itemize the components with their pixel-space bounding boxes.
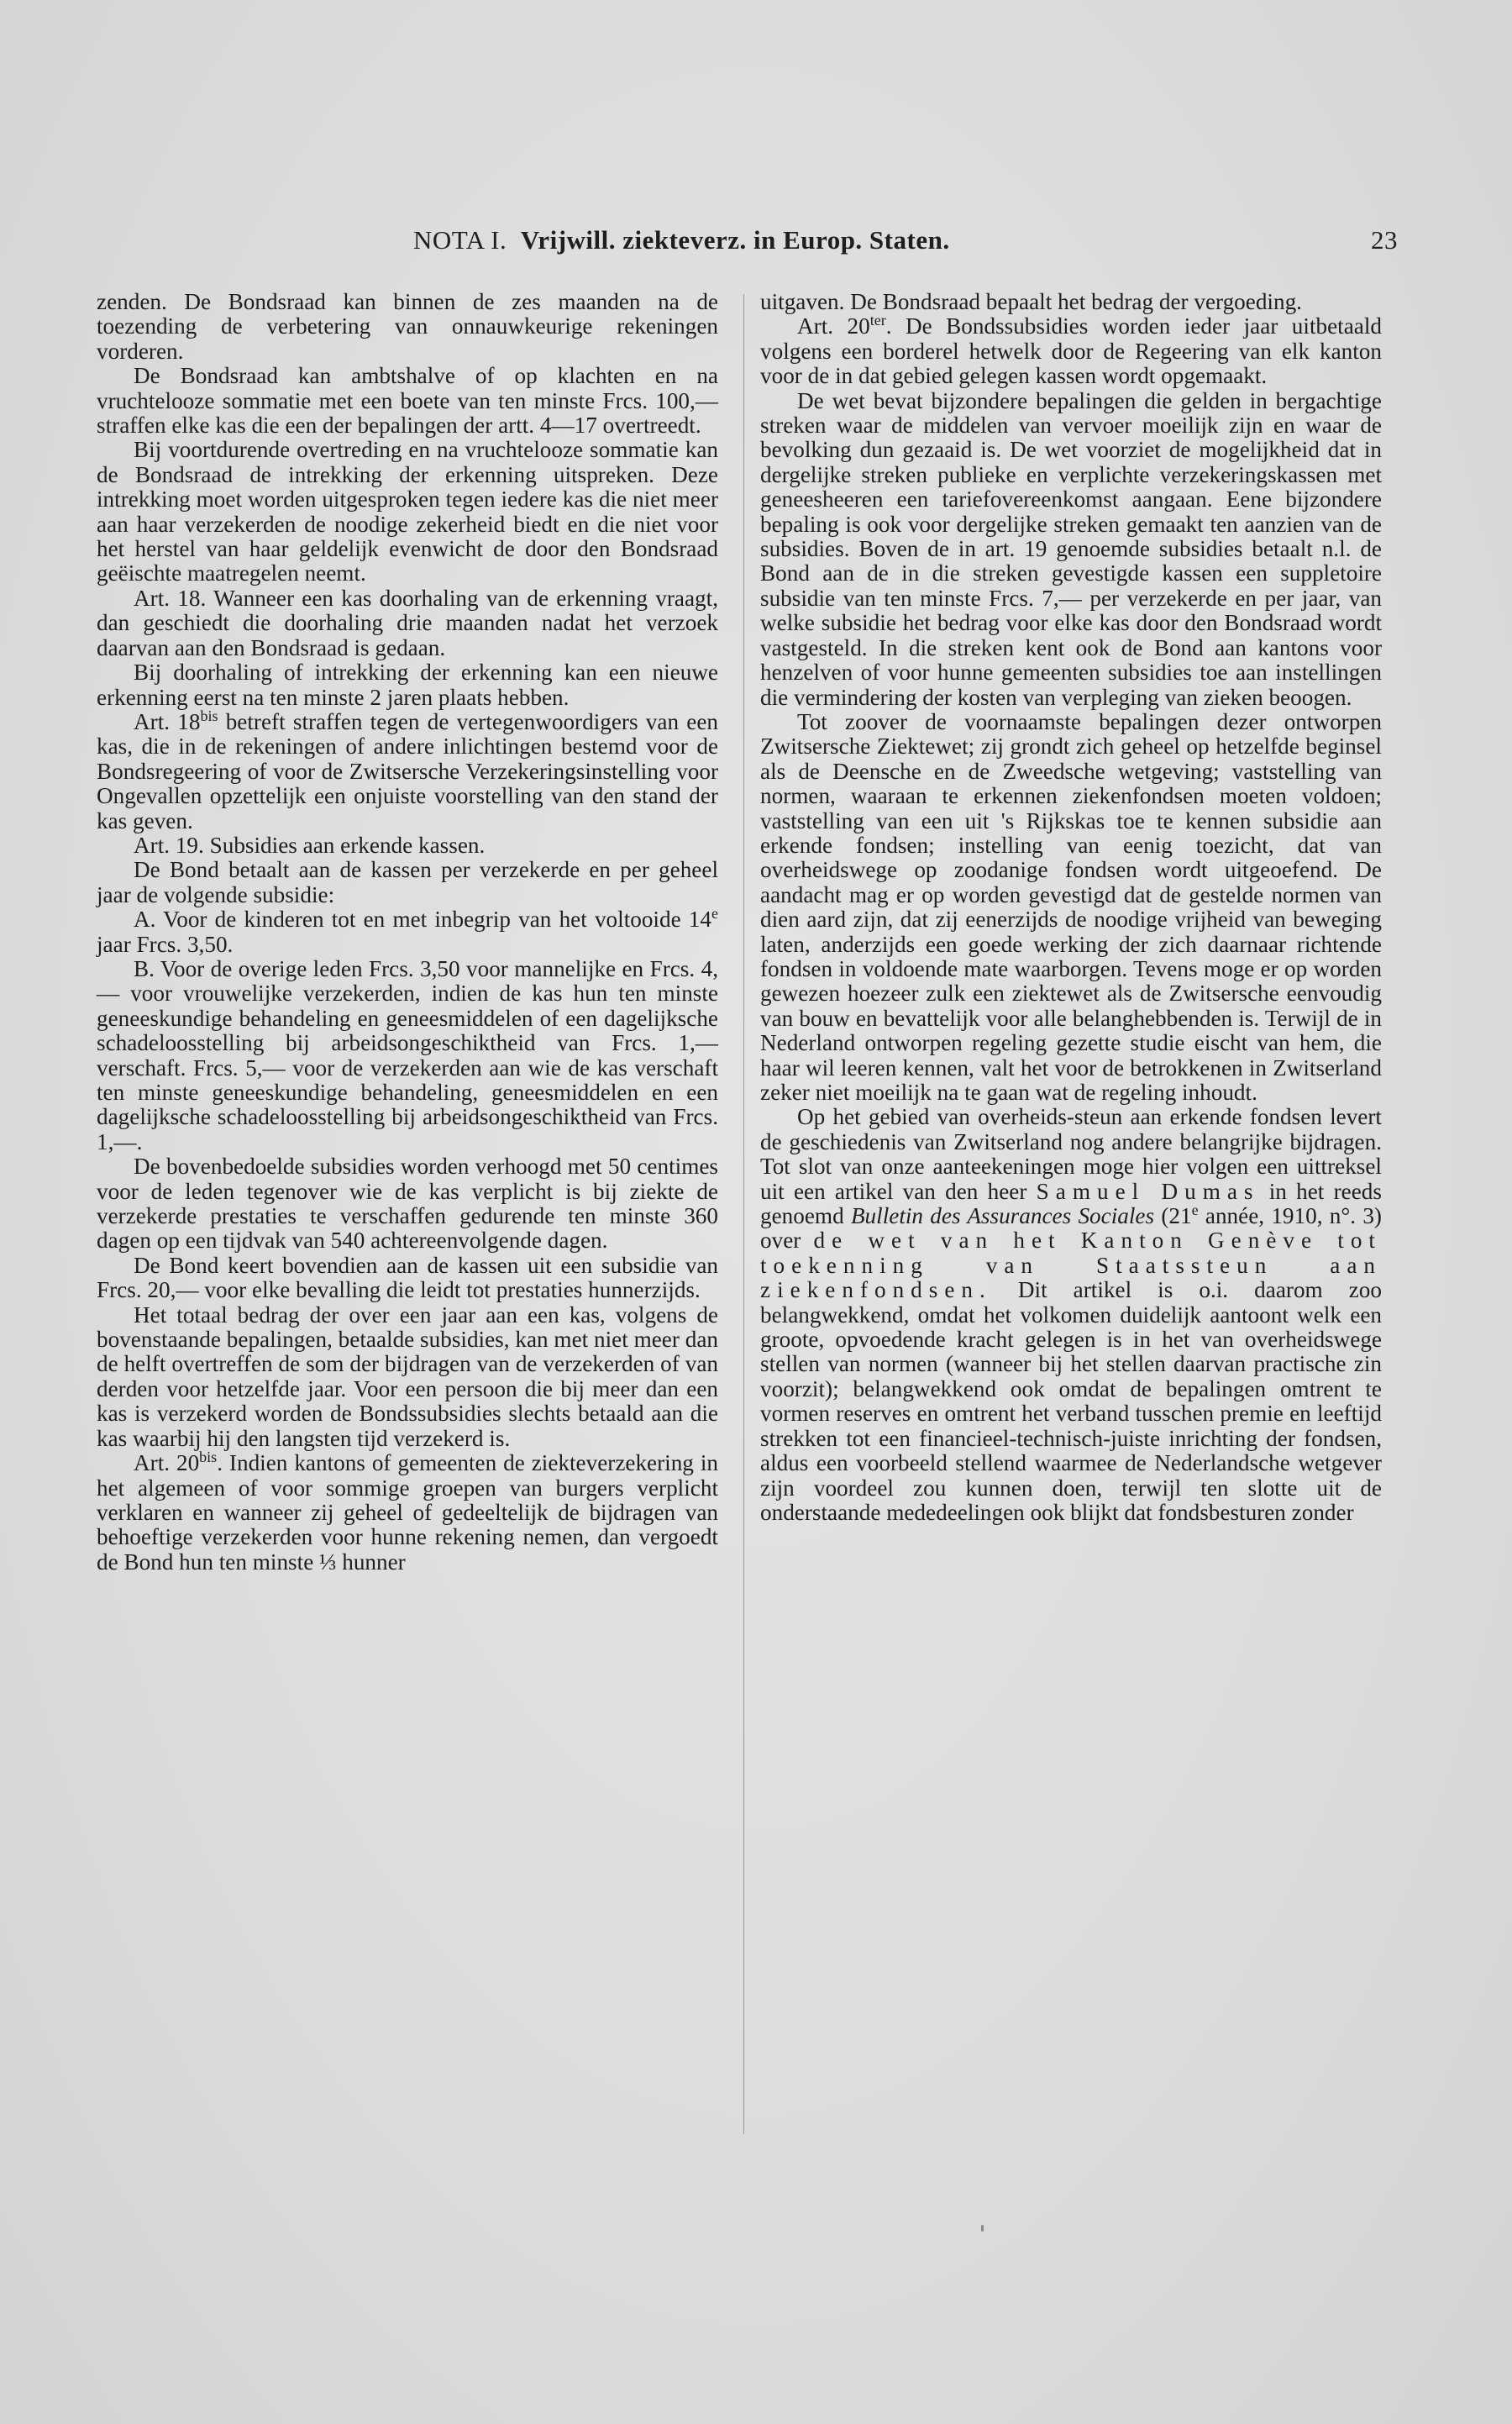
paragraph	[97, 1451, 718, 1575]
superscript: bis	[200, 707, 218, 724]
paragraph: uitgaven. De Bondsraad bepaalt het bedrag der vergoeding.	[760, 289, 1302, 314]
paragraph-text: Dit artikel is o.i. daarom zoo belangwekkend, omdat het volkomen duidelijk aantoont welk een groote, opvoedende kracht gelegen is in het van overheidswege stellen van normen (wanneer bij het stellen daarvan practische zin voorzit); belangwekkend ook omdat de bepalingen omtrent te vormen reserves en omtrent het verband tusschen premie en leeftijd strekken tot een financieel-technisch-juiste inrichting der fondsen, aldus een voorbeeld stellend waarmee de Nederlandsche wetgever zijn voordeel zou kunnen doen, terwijl ten slotte uit de onderstaande mededeelingen ook blijkt dat fondsbesturen zonder	[760, 1277, 1382, 1525]
article-number: Art. 20	[797, 313, 870, 339]
paragraph-text: jaar Frcs. 3,50.	[97, 931, 234, 957]
paragraph-text: . De Bondssubsidies worden ieder jaar uitbetaald volgens een borderel hetwelk door de Regeering van elk kanton voor de in dat gebied gelegen kassen wordt opgemaakt.	[760, 313, 1382, 389]
header-prefix: NOTA I.	[413, 225, 507, 255]
superscript: e	[711, 905, 718, 923]
running-title	[413, 225, 950, 255]
superscript: bis	[199, 1449, 218, 1466]
paragraph: Art. 18. Wanneer een kas doorhaling van de erkenning vraagt, dan geschiedt die doorhaling drie maanden nadat het verzoek daarvan aan den Bondsraad is gedaan.	[97, 585, 718, 660]
law-title: de wet van het Kanton Genève tot toekenning van Staatssteun aan ziekenfondsen.	[760, 1228, 1382, 1303]
article-number: Art. 18	[134, 708, 201, 734]
paragraph: Tot zoover de voornaamste bepalingen dezer ontworpen Zwitsersche Ziektewet; zij grondt zich geheel op hetzelfde beginsel als de Deensche en de Zweedsche wetgeving; vaststelling van normen, waaraan te erkennen ziekenfondsen moeten voldoen; vaststelling van een uit 's Rijkskas toe te kennen subsidie aan erkende fondsen; instelling van eenig toezicht, dat van overheidswege op zoodanige fondsen wordt uitgeoefend. De aandacht mag er op worden gevestigd dat de gestelde normen van dien aard zijn, dat zij eenerzijds de noodige vrijheid van beweging laten, anderzijds een goede werking der zich daarnaar richtende fondsen in voldoende mate waarborgen. Tevens moge er op worden gewezen hoezeer zulk een ziektewet als de Zwitsersche eenvoudig van bouw en bevattelijk voor alle belanghebbenden is. Terwijl de in Nederland ontworpen regeling gezette studie eischt van hem, die haar wil leeren kennen, valt het voor de betrokkenen in Zwitserland zeker niet moeilijk na te gaan wat de regeling inhoudt.	[760, 708, 1382, 1105]
paragraph: B. Voor de overige leden Frcs. 3,50 voor mannelijke en Frcs. 4,— voor vrouwelijke verzekerden, indien de kas hun ten minste geneeskundige behandeling en geneesmiddelen of een dagelijksche schadeloosstelling bij arbeidsongeschiktheid van Frcs. 1,— verschaft. Frcs. 5,— voor de verzekerden aan wie de kas verschaft ten minste geneeskundige behandeling, geneesmiddelen en een dagelijksche schadeloosstelling bij arbeidsongeschiktheid van Frcs. 1,—.	[97, 955, 718, 1154]
paragraph: zenden. De Bondsraad kan binnen de zes maanden na de toezending de verbetering van onnauwkeurige rekeningen vorderen.	[97, 289, 718, 364]
paragraph-text: Op het gebied van overheids-steun aan erkende fondsen levert de geschiedenis van Zwitserland nog andere belangrijke bijdragen. Tot slot van onze aanteekeningen moge hier volgen een uittreksel uit een artikel van den heer	[760, 1104, 1382, 1204]
article-number: Art. 20	[134, 1450, 200, 1476]
paragraph	[760, 314, 1382, 388]
header-title: Vrijwill. ziekteverz. in Europ. Staten.	[520, 225, 950, 255]
journal-title: Bulletin des Assurances Sociales	[850, 1203, 1155, 1229]
paragraph	[97, 707, 718, 833]
paragraph-text: A. Voor de kinderen tot en met inbegrip van het voltooide 14	[134, 907, 711, 933]
paragraph: Art. 19. Subsidies aan erkende kassen.	[134, 832, 486, 858]
superscript: ter	[869, 312, 886, 329]
author-name: Samuel Dumas	[1036, 1178, 1260, 1204]
paragraph: Bij voortdurende overtreding en na vruchtelooze sommatie kan de Bondsraad de intrekking der erkenning uitspreken. Deze intrekking moet worden uitgesproken tegen iedere kas die niet meer aan haar verzekerden de noodige zekerheid biedt en die niet voor het herstel van haar geldelijk evenwicht de door den Bondsraad geëischte maatregelen neemt.	[97, 437, 718, 586]
paragraph: Het totaal bedrag der over een jaar aan een kas, volgens de bovenstaande bepalingen, betaalde subsidies, kan met niet meer dan de helft overtreffen de som der bijdragen van de verzekerden of van derden voor hetzelfde jaar. Voor een persoon die bij meer dan een kas is verzekerd worden de Bondssubsidies slechts betaald aan die kas waarbij hij den langsten tijd verzekerd is.	[97, 1301, 718, 1451]
paragraph: De bovenbedoelde subsidies worden verhoogd met 50 centimes voor de leden tegenover wie de kas verplicht is bij ziekte de verzekerde prestaties te verschaffen gedurende ten minste 360 dagen op een tijdvak van 540 achtereenvolgende dagen.	[97, 1154, 718, 1254]
right-column	[760, 290, 1382, 1525]
paragraph	[97, 907, 718, 957]
paragraph-text: (21	[1154, 1203, 1192, 1229]
paragraph-text: année, 1910, n°. 3) over	[760, 1203, 1382, 1254]
paragraph: Bij doorhaling of intrekking der erkenning kan een nieuwe erkenning eerst na ten minste 2 jaren plaats hebben.	[97, 660, 718, 710]
column-divider	[743, 294, 744, 2134]
paragraph: De Bondsraad kan ambtshalve of op klachten en na vruchtelooze sommatie met een boete van ten minste Frcs. 100,— straffen elke kas die een der bepalingen der artt. 4—17 overtreedt.	[97, 363, 718, 439]
paragraph	[760, 1105, 1382, 1525]
paragraph-text: . Indien kantons of gemeenten de ziekteverzekering in het algemeen of voor sommige groepen van burgers verplicht verklaren en wanneer zij geheel of gedeeltelijk de bijdragen van behoeftige verzekerden voor hunne rekening nemen, dan vergoedt de Bond hun ten minste ⅓ hunner	[97, 1450, 718, 1575]
paragraph-text: betreft straffen tegen de vertegenwoordigers van een kas, die in de rekeningen of andere inlichtingen bestemd voor de Bondsregeering of voor de Zwitsersche Verzekeringsinstelling voor Ongevallen opzettelijk een onjuiste voorstelling van den stand der kas geven.	[97, 708, 718, 833]
running-header	[94, 225, 1398, 259]
superscript: e	[1191, 1201, 1199, 1218]
paragraph: De Bond keert bovendien aan de kassen uit een subsidie van Frcs. 20,— voor elke bevalling die leidt tot prestaties hunnerzijds.	[97, 1252, 718, 1303]
paragraph-text: in het reeds genoemd	[760, 1178, 1382, 1229]
paper-speck	[981, 2225, 984, 2232]
paragraph: De wet bevat bijzondere bepalingen die gelden in bergachtige streken waar de middelen van vervoer moeilijk zijn en waar de bevolking dun gezaaid is. De wet voorziet de mogelijkheid dat in dergelijke streken publieke en verplichte verzekeringskassen met geneesheeren een tariefovereenkomst aangaan. Eene bijzondere bepaling is ook voor dergelijke streken gemaakt ten aanzien van de subsidies. Boven de in art. 19 genoemde subsidies betaalt n.l. de Bond aan de in die streken gevestigde kassen een suppletoire subsidie van ten minste Frcs. 7,— per verzekerde en per jaar, van welke subsidie het bedrag voor elke kas door den Bondsraad wordt vastgesteld. In die streken kent ook de Bond aan kantons voor henzelven of voor hunne gemeenten subsidies toe aan instellingen die vermindering der kosten van verpleging van zieken beoogen.	[760, 387, 1382, 710]
left-column	[97, 290, 718, 1575]
page-number: 23	[1371, 225, 1398, 255]
paragraph: De Bond betaalt aan de kassen per verzekerde en per geheel jaar de volgende subsidie:	[97, 857, 718, 907]
